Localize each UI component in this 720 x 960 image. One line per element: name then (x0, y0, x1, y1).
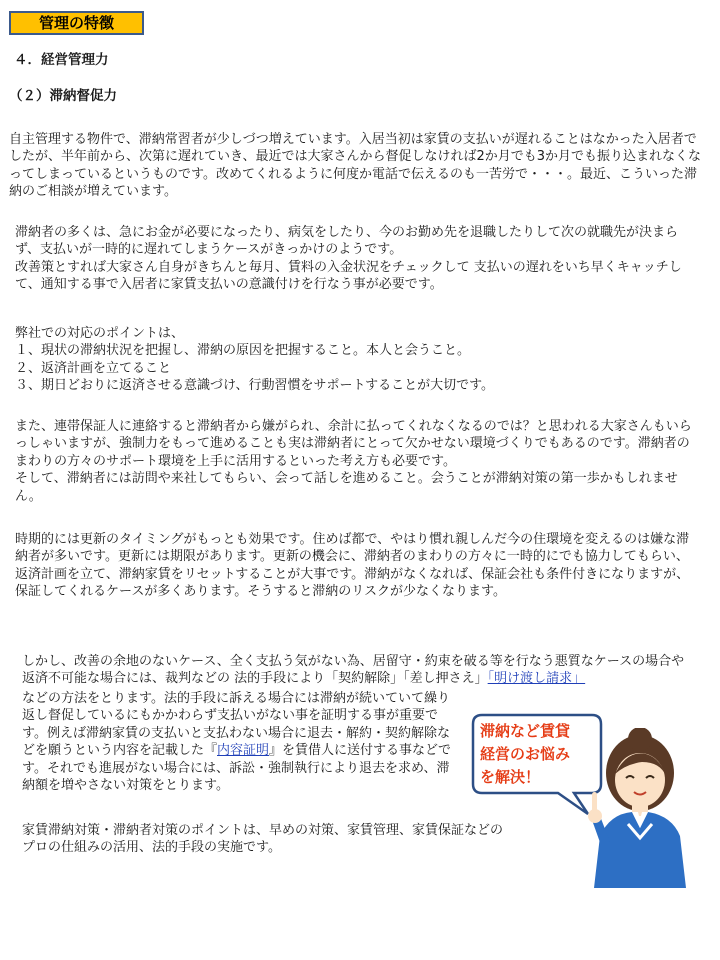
guarantor-line: また、連帯保証人に連絡すると滞納者から嫌がられ、余計に払ってくれなくなるのでは？と思われる大家さんもいらっしゃいますが、強制力をもって進めることも実は滞納者にとって欠かせない環境づくりでもあるのです。滞納者のまわりの方々のサポート環境を上手に活用するといった考え方も必要です。 (15, 419, 692, 469)
section-title: ４．経営管理力 (14, 52, 109, 68)
visit-line: そして、滞納者には訪問や来社してもらい、会って話しを進めること。会うことが滞納対策の第一歩かもしれません。 (15, 471, 678, 504)
point-item: ３、期日どおりに返済させる意識づけ、行動習慣をサポートすることが大切です。 (15, 378, 495, 394)
closing-paragraph: 家賃滞納対策・滞納者対策のポイントは、早めの対策、家賃管理、家賃保証などのプロの仕組みの活用、法的手段の実施です。 (22, 823, 504, 856)
causes-paragraph (15, 224, 695, 294)
point-item: ２、返済計画を立てること (15, 360, 172, 376)
point-item: １、現状の滞納状況を把握し、滞納の原因を把握すること。本人と会うこと。 (15, 343, 471, 359)
content-certification-link[interactable]: 内容証明 (217, 743, 270, 759)
callout-line: を解決！ (480, 768, 541, 786)
points-intro: 弊社での対応のポイントは、 (15, 326, 185, 341)
legal-text: しかし、改善の余地のないケース、全く支払う気がない為、居留守・約束を破る等を行なう悪質なケースの場合や返済不可能な場合には、裁判などの 法的手段により「契約解除」「差し押さえ」 (22, 654, 685, 687)
renewal-paragraph: 時期的には更新のタイミングがもっとも効果です。住めば都で、やはり慣れ親しんだ今の住環境を変えるのは嫌な滞納者が多いです。更新には期限があります。更新の機会に、滞納者のまわりの方々に一時的にでも協力してもらい、返済計画を立て、滞納家賃をリセットすることが大事です。滞納がなくなれば、保証会社も条件付きになりますが、保証してくれるケースが多くあります。そうすると滞納のリスクが少なくなります。 (15, 532, 690, 600)
callout-line: 滞納など賃貸 (480, 722, 571, 740)
points-list (15, 325, 695, 395)
eviction-request-link[interactable]: 「明け渡し請求」 (487, 671, 586, 687)
intro-paragraph: 自主管理する物件で、滞納常習者が少しづつ増えています。入居当初は家賃の支払いが遅れることはなかった入居者でしたが、半年前から、次第に遅れていき、最近では大家さんから督促しなければ2か月でも3か月でも振り込まれなくなってしまっているというものです。改めてくれるように何度か電話で伝えるのも一苦労で・・・。最近、こういった滞納のご相談が増えています。 (9, 132, 702, 200)
legal-text: などの方法をとります。法的手段に訴える場合には滞納が続いていて繰り返し督促しているにもかかわらず支払いがない事を証明する事が重要です。例えば滞納家賃の支払いと支払わない場合に退去・解約・契約解除などを願うという内容を記載した『 (22, 691, 450, 759)
feature-badge: 管理の特徴 (9, 11, 144, 35)
legal-paragraph-rest (22, 690, 462, 794)
causes-line: 滞納者の多くは、急にお金が必要になったり、病気をしたり、今のお勤め先を退職したりして次の就職先が決まらず、支払いが一時的に遅れてしまうケースがきっかけのようです。 (15, 225, 679, 258)
subsection-title: （２）滞納督促力 (9, 88, 117, 104)
legal-text: 』を賃借人に送付する事などです。それでも進展がない場合には、訴訟・強制執行により退去を求め、滞納額を増やさない対策をとります。 (22, 743, 452, 794)
improvement-line: 改善策とすれば大家さん自身がきちんと毎月、賃料の入金状況をチェックして 支払いの遅れをいち早くキャッチして、通知する事で入居者に家賃支払いの意識付けを行なう事が必要です。 (15, 259, 682, 293)
woman-pointing-illustration (582, 728, 692, 888)
legal-paragraph-start (22, 653, 686, 688)
callout-line: 経営のお悩み (480, 745, 571, 763)
guarantor-paragraph (15, 418, 695, 505)
